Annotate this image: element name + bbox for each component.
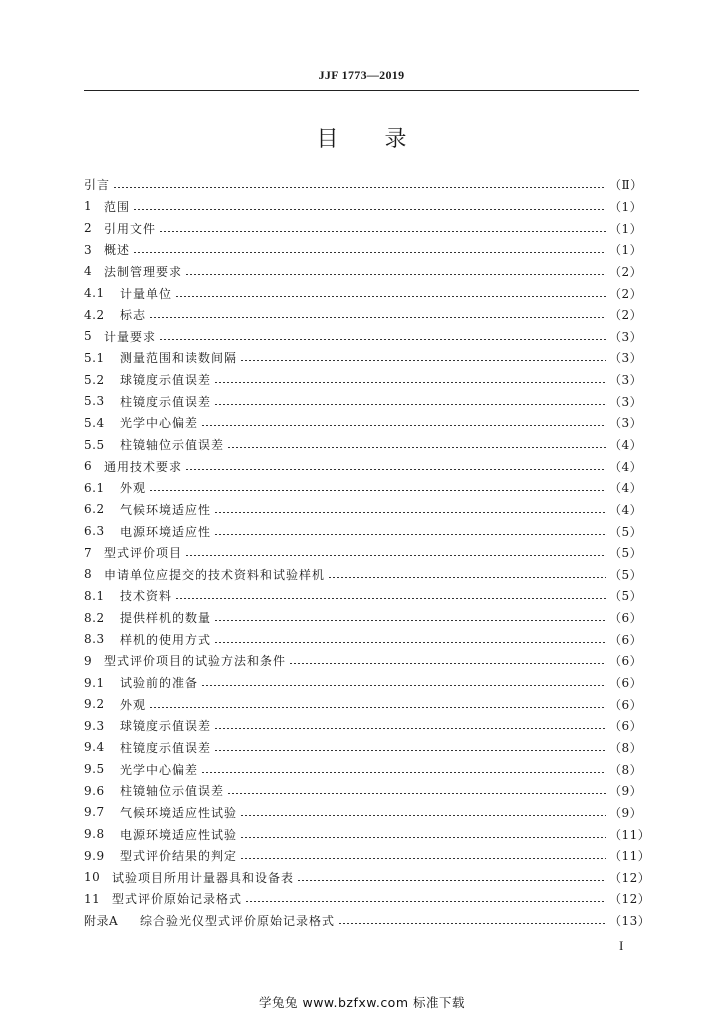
toc-entry-page: （2） [609, 264, 643, 279]
toc-entry-number: 8.1 [84, 588, 105, 603]
toc-entry-label: 型式评价项目的试验方法和条件 [104, 654, 287, 669]
toc-entry-page: （12） [609, 892, 651, 907]
toc-entry-page: （3） [609, 394, 643, 409]
toc-entry-page: （11） [609, 849, 651, 864]
toc-entry-number: 9.9 [84, 848, 105, 863]
toc-entry-page: （5） [609, 589, 643, 604]
dot-leader [240, 360, 606, 361]
toc-entry-page: （11） [609, 827, 651, 842]
toc-entry-number: 4.2 [84, 307, 105, 322]
toc-entry-page: （6） [609, 697, 643, 712]
toc-entry[interactable] [84, 217, 643, 239]
toc-entry[interactable] [84, 542, 643, 564]
toc-entry-label: 测量范围和读数间隔 [120, 351, 238, 366]
toc-entry-label: 光学中心偏差 [120, 416, 199, 431]
dot-leader [175, 296, 606, 297]
toc-entry[interactable] [84, 585, 643, 607]
toc-entry-number: 2 [84, 221, 93, 236]
toc-entry[interactable] [84, 823, 651, 845]
toc-entry-number: 4 [84, 264, 93, 279]
toc-entry[interactable] [84, 715, 643, 737]
toc-entry[interactable] [84, 867, 651, 889]
toc-entry[interactable] [84, 564, 643, 586]
toc-entry-label: 计量单位 [120, 286, 173, 301]
dot-leader [185, 274, 606, 275]
toc-entry-label: 型式评价项目 [104, 546, 183, 561]
toc-entry-number: 5.1 [84, 350, 105, 365]
toc-entry-label: 电源环境适应性试验 [120, 827, 238, 842]
toc-entry[interactable] [84, 196, 643, 218]
toc-entry-number: 8 [84, 567, 93, 582]
toc-entry-page: （4） [609, 459, 643, 474]
toc-entry-page: （Ⅱ） [609, 178, 643, 193]
toc-entry-page: （2） [609, 286, 643, 301]
toc-entry-number: 9.7 [84, 805, 105, 820]
toc-entry-number: 9.5 [84, 762, 105, 777]
dot-leader [214, 512, 606, 513]
toc-entry-label: 综合验光仪型式评价原始记录格式 [140, 914, 336, 929]
dot-leader [175, 598, 606, 599]
toc-entry[interactable] [84, 672, 643, 694]
toc-entry-number: 6.2 [84, 502, 105, 517]
toc-entry-number: 5 [84, 329, 93, 344]
dot-leader [185, 555, 606, 556]
toc-entry-label: 申请单位应提交的技术资料和试验样机 [104, 567, 326, 582]
toc-entry-number: 9.2 [84, 697, 105, 712]
toc-entry-number: 1 [84, 199, 93, 214]
toc-entry[interactable] [84, 239, 643, 261]
dot-leader [133, 209, 606, 210]
toc-entry-number: 9.8 [84, 827, 105, 842]
toc-entry-page: （6） [609, 632, 643, 647]
toc-entry-page: （6） [609, 611, 643, 626]
toc-entry-page: （12） [609, 870, 651, 885]
toc-entry-page: （3） [609, 351, 643, 366]
dot-leader [227, 793, 606, 794]
toc-entry-page: （6） [609, 676, 643, 691]
toc-entry-label: 通用技术要求 [104, 459, 183, 474]
toc-entry[interactable] [84, 369, 643, 391]
toc-entry-number: 9.6 [84, 783, 105, 798]
toc-entry-page: （4） [609, 438, 643, 452]
toc-entry-number: 5.5 [84, 437, 105, 452]
toc-entry-number: 9 [84, 653, 93, 668]
toc-entry-page: （8） [609, 762, 643, 777]
toc-entry-page: （1） [609, 199, 643, 214]
toc-entry[interactable] [84, 758, 643, 780]
toc-entry-label: 引用文件 [104, 221, 157, 236]
page-title: 目录 [316, 127, 453, 152]
toc-entry-number: 11 [84, 891, 101, 906]
dot-leader [201, 425, 606, 426]
toc-entry[interactable] [84, 347, 643, 369]
toc-entry-number: 10 [84, 870, 101, 885]
toc-entry[interactable] [84, 304, 643, 326]
dot-leader [240, 837, 606, 838]
toc-entry-label: 柱镜轴位示值误差 [120, 438, 225, 452]
toc-entry[interactable] [84, 174, 643, 196]
toc-entry-number: 6.1 [84, 480, 105, 495]
toc-entry-number: 9.1 [84, 675, 105, 690]
toc-entry[interactable] [84, 434, 643, 456]
toc-entry-page: （3） [609, 329, 643, 344]
dot-leader [214, 728, 606, 729]
toc-entry[interactable] [84, 390, 643, 412]
toc-entry-number: 附录A [84, 914, 119, 929]
toc-entry-page: （8） [609, 740, 643, 755]
toc-entry[interactable] [84, 261, 643, 283]
header-divider [84, 90, 639, 91]
toc-entry-number: 9.3 [84, 718, 105, 733]
toc-entry[interactable] [84, 802, 643, 824]
toc-entry[interactable] [84, 520, 643, 542]
toc-entry-number: 4.1 [84, 286, 105, 301]
page-number: I [619, 938, 624, 953]
toc-entry-page: （2） [609, 308, 643, 323]
toc-entry-page: （9） [609, 784, 643, 799]
toc-entry[interactable] [84, 499, 643, 521]
toc-entry-page: （5） [609, 524, 643, 539]
dot-leader [201, 685, 606, 686]
toc-entry[interactable] [84, 282, 643, 304]
toc-entry-label: 柱镜度示值误差 [120, 394, 212, 409]
dot-leader [214, 404, 606, 405]
toc-entry[interactable] [84, 325, 643, 347]
toc-entry-page: （1） [609, 221, 643, 236]
toc-entry-label: 型式评价结果的判定 [120, 849, 238, 864]
toc-entry-label: 型式评价原始记录格式 [112, 892, 243, 907]
dot-leader [214, 642, 606, 643]
toc-entry-number: 6.3 [84, 524, 105, 539]
toc-entry-label: 光学中心偏差 [120, 762, 199, 777]
dot-leader [227, 447, 606, 448]
toc-entry-number: 8.2 [84, 610, 105, 625]
toc-entry-number: 6 [84, 459, 93, 474]
dot-leader [113, 187, 606, 188]
toc-entry[interactable] [84, 455, 643, 477]
dot-leader [159, 339, 606, 340]
dot-leader [214, 382, 606, 383]
toc-entry-label: 技术资料 [120, 589, 173, 604]
toc-entry[interactable] [84, 607, 643, 629]
dot-leader [149, 490, 606, 491]
toc-entry[interactable] [84, 477, 643, 499]
toc-entry-page: （13） [609, 914, 651, 929]
toc-entry-page: （6） [609, 719, 643, 734]
toc-entry[interactable] [84, 628, 643, 650]
toc-entry[interactable] [84, 412, 643, 434]
toc-entry[interactable] [84, 845, 651, 867]
toc-entry-label: 试验前的准备 [120, 676, 199, 691]
toc-entry-label: 气候环境适应性 [120, 502, 212, 517]
dot-leader [214, 750, 606, 751]
toc-entry-label: 法制管理要求 [104, 264, 183, 279]
toc-entry-page: （6） [609, 654, 643, 669]
toc-entry-number: 9.4 [84, 740, 105, 755]
toc-entry-label: 球镜度示值误差 [120, 719, 212, 734]
toc-entry-page: （4） [609, 502, 643, 517]
toc-entry-label: 柱镜度示值误差 [120, 740, 212, 755]
site-watermark: 学兔兔 www.bzfxw.com 标准下载 [259, 995, 465, 1010]
dot-leader [185, 469, 606, 470]
toc-entry-label: 外观 [120, 481, 147, 496]
toc-entry-number: 8.3 [84, 632, 105, 647]
toc-entry[interactable] [84, 693, 643, 715]
table-of-contents [84, 174, 651, 931]
toc-entry-label: 标志 [120, 308, 147, 323]
dot-leader [214, 620, 606, 621]
toc-entry-page: （5） [609, 546, 643, 561]
toc-entry-label: 气候环境适应性试验 [120, 805, 238, 820]
toc-entry-label: 球镜度示值误差 [120, 373, 212, 388]
toc-entry-label: 引言 [84, 178, 111, 193]
dot-leader [149, 317, 606, 318]
toc-entry-label: 样机的使用方式 [120, 632, 212, 647]
toc-entry-label: 电源环境适应性 [120, 524, 212, 539]
toc-entry-label: 试验项目所用计量器具和设备表 [112, 870, 295, 885]
dot-leader [245, 901, 606, 902]
toc-entry-label: 提供样机的数量 [120, 611, 212, 626]
dot-leader [338, 923, 606, 924]
toc-entry-number: 5.3 [84, 394, 105, 409]
dot-leader [240, 858, 606, 859]
toc-entry-label: 外观 [120, 697, 147, 712]
toc-entry-number: 5.4 [84, 415, 105, 430]
dot-leader [297, 880, 606, 881]
toc-entry[interactable] [84, 737, 643, 759]
toc-entry[interactable] [84, 650, 643, 672]
toc-entry[interactable] [84, 910, 651, 932]
toc-entry[interactable] [84, 780, 643, 802]
toc-entry-number: 5.2 [84, 372, 105, 387]
dot-leader [159, 231, 606, 232]
toc-entry-label: 概述 [104, 243, 131, 258]
toc-entry-page: （1） [609, 243, 643, 258]
dot-leader [201, 772, 606, 773]
document-code-header: JJF 1773—2019 [318, 68, 405, 82]
dot-leader [149, 707, 606, 708]
dot-leader [133, 252, 606, 253]
toc-entry-label: 计量要求 [104, 329, 157, 344]
toc-entry[interactable] [84, 888, 651, 910]
toc-entry-number: 7 [84, 545, 93, 560]
toc-entry-label: 范围 [104, 199, 131, 214]
dot-leader [289, 663, 606, 664]
dot-leader [240, 815, 606, 816]
toc-entry-page: （3） [609, 373, 643, 388]
toc-entry-page: （4） [609, 481, 643, 496]
toc-entry-label: 柱镜轴位示值误差 [120, 784, 225, 799]
toc-entry-page: （5） [609, 567, 643, 582]
toc-entry-page: （3） [609, 416, 643, 431]
dot-leader [214, 534, 606, 535]
dot-leader [328, 577, 606, 578]
toc-entry-number: 3 [84, 242, 93, 257]
toc-entry-page: （9） [609, 805, 643, 820]
